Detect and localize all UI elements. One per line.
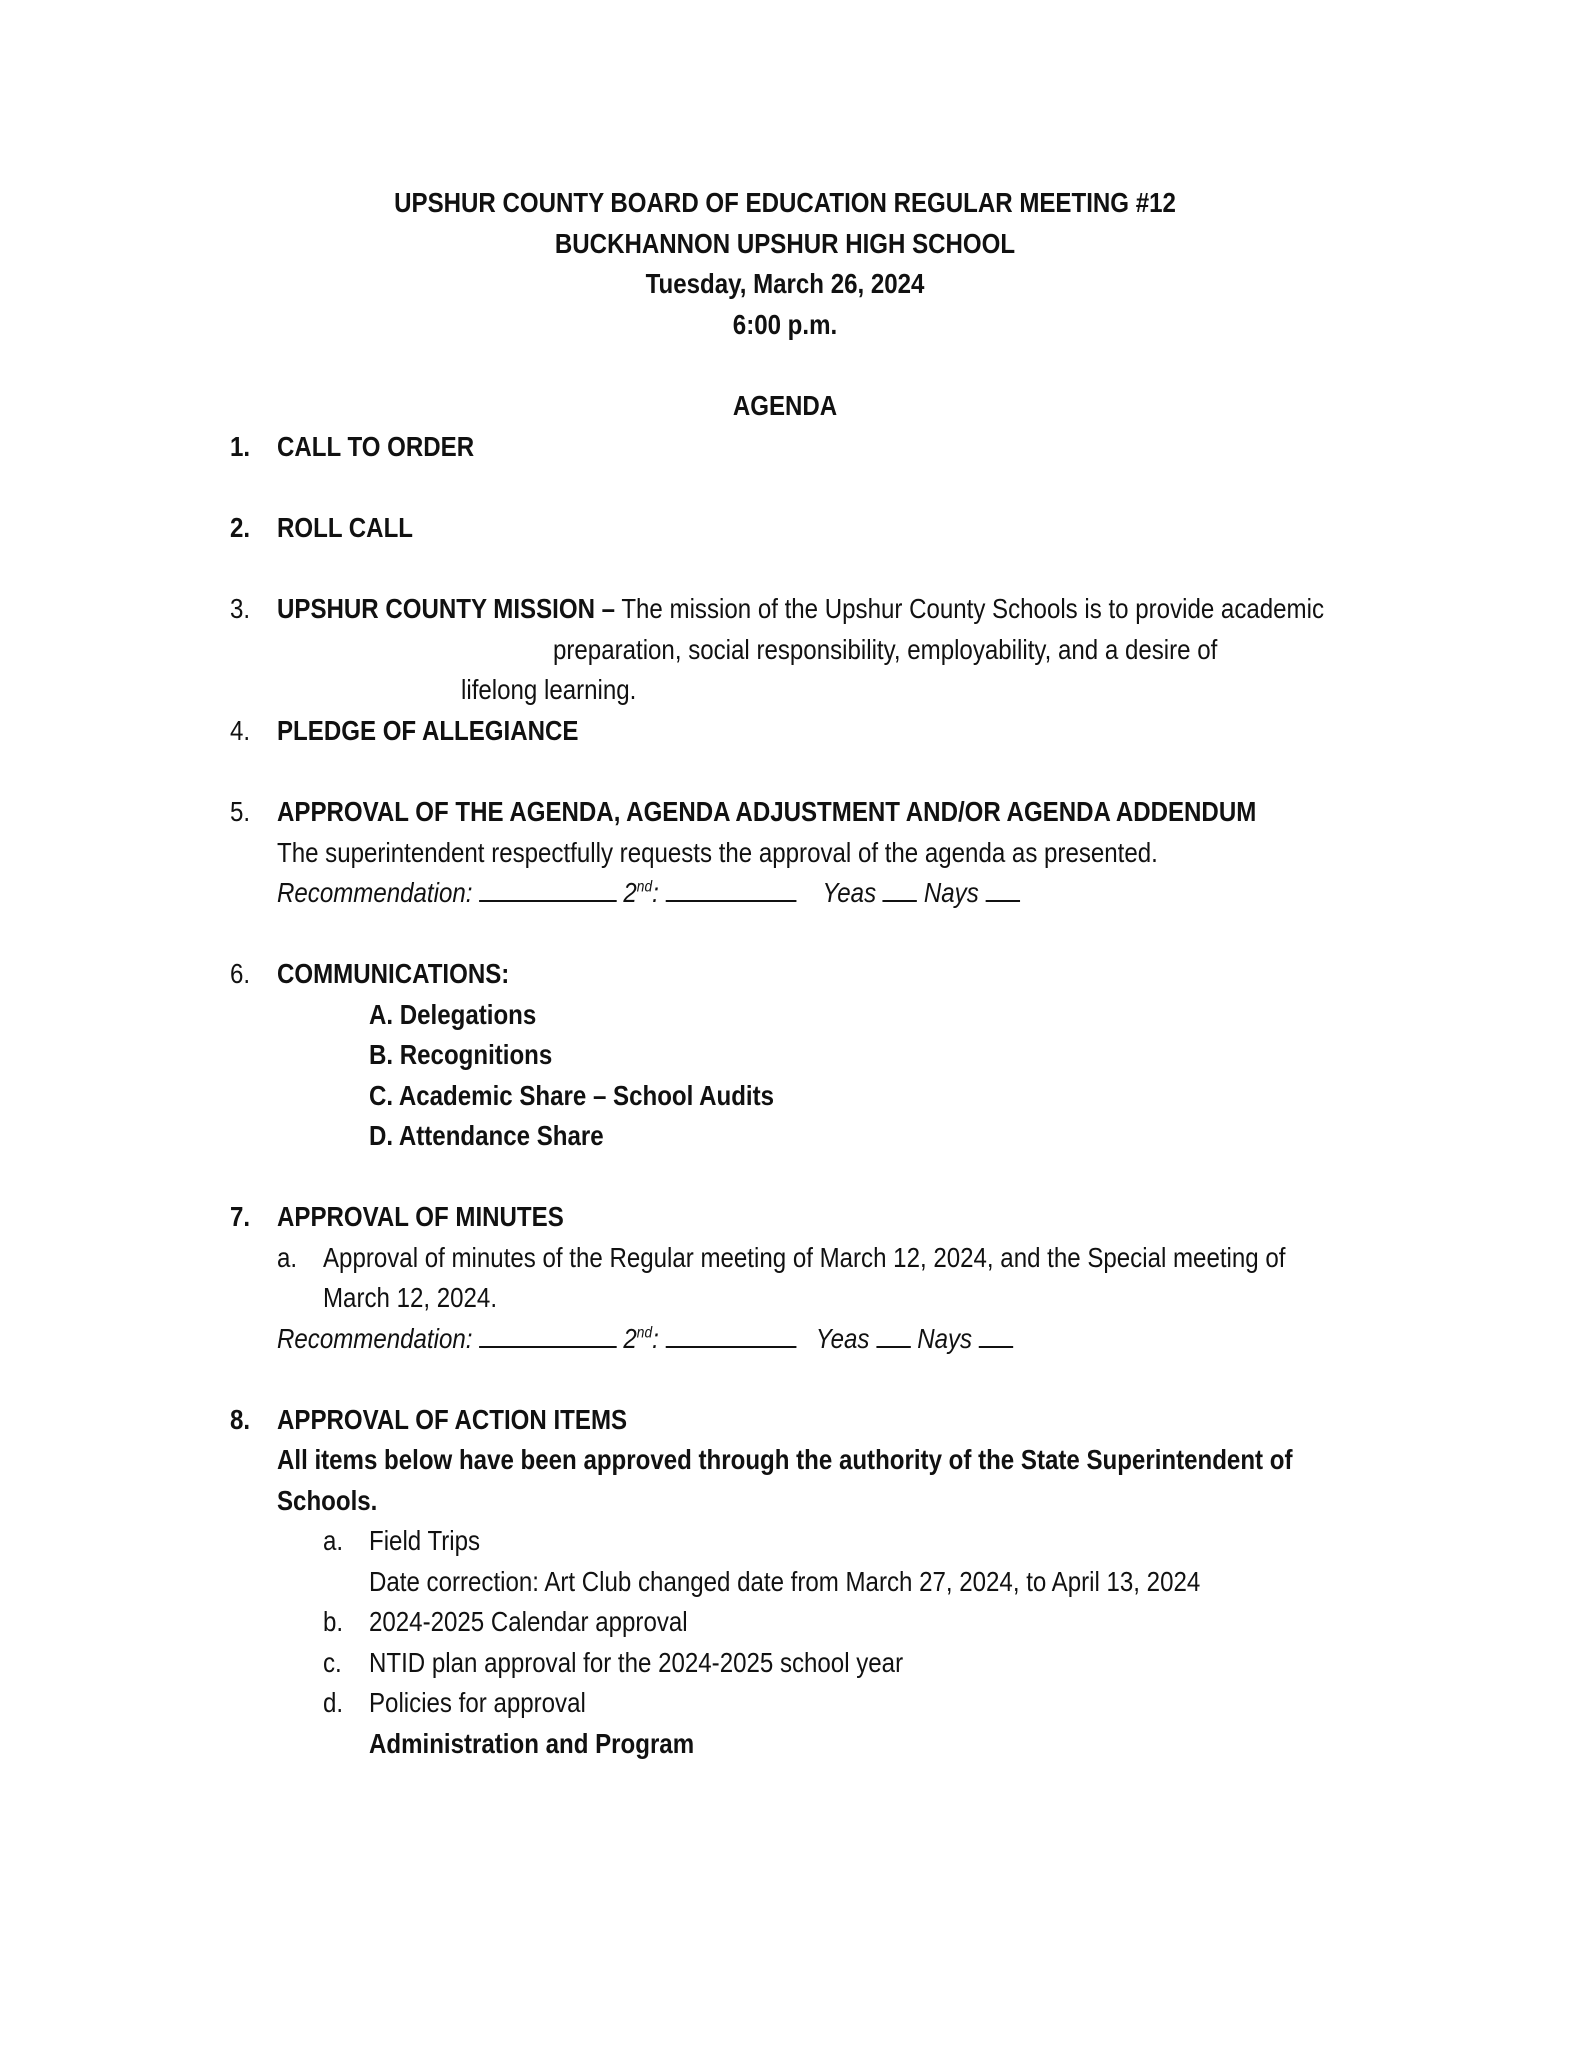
second-sup: nd	[636, 1324, 653, 1342]
yeas-blank[interactable]	[883, 878, 917, 902]
yeas-label: Yeas	[815, 1323, 870, 1354]
item-5-title: APPROVAL OF THE AGENDA, AGENDA ADJUSTMENT AND/OR AGENDA ADDENDUM	[277, 796, 1257, 827]
item-3-number: 3.	[230, 593, 251, 624]
item-7-a-text-line-1: Approval of minutes of the Regular meeting of March 12, 2024, and the Special meeting of	[323, 1242, 1286, 1273]
item-8-d-subtext: Administration and Program	[369, 1728, 695, 1759]
recommendation-label: Recommendation:	[277, 1323, 473, 1354]
item-8-note-line-2: Schools.	[277, 1485, 378, 1516]
item-6-d: D. Attendance Share	[369, 1120, 604, 1151]
item-1-title: CALL TO ORDER	[277, 431, 475, 462]
recommendation-blank[interactable]	[479, 1324, 617, 1348]
item-8-b-label: b.	[323, 1606, 344, 1637]
item-8-a-subtext: Date correction: Art Club changed date from March 27, 2024, to April 13, 2024	[369, 1566, 1201, 1597]
item-8-c-text: NTID plan approval for the 2024-2025 school year	[369, 1647, 904, 1678]
item-4-title: PLEDGE OF ALLEGIANCE	[277, 715, 579, 746]
second-colon: :	[652, 1323, 659, 1354]
item-7-number: 7.	[230, 1201, 251, 1232]
item-1-number: 1.	[230, 431, 251, 462]
item-3-text-line-3: lifelong learning.	[461, 674, 637, 705]
nays-label: Nays	[923, 877, 979, 908]
item-3-text: The mission of the Upshur County Schools is to provide academic	[621, 593, 1324, 624]
item-8-note-line-1: All items below have been approved through the authority of the State Superintendent of	[277, 1444, 1293, 1475]
second-blank[interactable]	[665, 878, 796, 902]
yeas-blank[interactable]	[876, 1324, 910, 1348]
item-4-number: 4.	[230, 715, 251, 746]
item-5-vote-line	[277, 876, 1020, 910]
item-8-a-label: a.	[323, 1525, 344, 1556]
item-8-number: 8.	[230, 1404, 251, 1435]
item-8-b-text: 2024-2025 Calendar approval	[369, 1606, 688, 1637]
nays-blank[interactable]	[985, 878, 1019, 902]
item-8-c-label: c.	[323, 1647, 342, 1678]
item-5-text: The superintendent respectfully requests the approval of the agenda as presented.	[277, 837, 1158, 868]
item-7-vote-line	[277, 1322, 1013, 1356]
item-8-a-text: Field Trips	[369, 1525, 481, 1556]
meeting-title: UPSHUR COUNTY BOARD OF EDUCATION REGULAR MEETING #12	[394, 187, 1176, 218]
item-7-title: APPROVAL OF MINUTES	[277, 1201, 564, 1232]
second-blank[interactable]	[665, 1324, 796, 1348]
item-3-title: UPSHUR COUNTY MISSION –	[277, 593, 616, 624]
item-3-text-line-2: preparation, social responsibility, employability, and a desire of	[553, 634, 1218, 665]
item-6-a: A. Delegations	[369, 999, 537, 1030]
item-7-a-text-line-2: March 12, 2024.	[323, 1282, 498, 1313]
item-7-a-label: a.	[277, 1242, 298, 1273]
item-6-title: COMMUNICATIONS:	[277, 958, 510, 989]
second-label: 2	[623, 1323, 637, 1354]
item-8-d-label: d.	[323, 1687, 344, 1718]
item-6-number: 6.	[230, 958, 251, 989]
meeting-location: BUCKHANNON UPSHUR HIGH SCHOOL	[554, 228, 1016, 259]
second-sup: nd	[636, 878, 653, 896]
yeas-label: Yeas	[822, 877, 877, 908]
meeting-time: 6:00 p.m.	[732, 309, 838, 340]
nays-label: Nays	[917, 1323, 973, 1354]
item-2-title: ROLL CALL	[277, 512, 414, 543]
item-8-d-text: Policies for approval	[369, 1687, 586, 1718]
recommendation-blank[interactable]	[479, 878, 617, 902]
item-2-number: 2.	[230, 512, 251, 543]
item-5-number: 5.	[230, 796, 251, 827]
item-6-c: C. Academic Share – School Audits	[369, 1080, 775, 1111]
meeting-date: Tuesday, March 26, 2024	[645, 268, 925, 299]
second-label: 2	[623, 877, 637, 908]
item-6-b: B. Recognitions	[369, 1039, 553, 1070]
agenda-heading: AGENDA	[732, 390, 838, 421]
nays-blank[interactable]	[979, 1324, 1013, 1348]
recommendation-label: Recommendation:	[277, 877, 473, 908]
item-8-title: APPROVAL OF ACTION ITEMS	[277, 1404, 628, 1435]
item-3-line	[277, 592, 1324, 626]
second-colon: :	[652, 877, 659, 908]
